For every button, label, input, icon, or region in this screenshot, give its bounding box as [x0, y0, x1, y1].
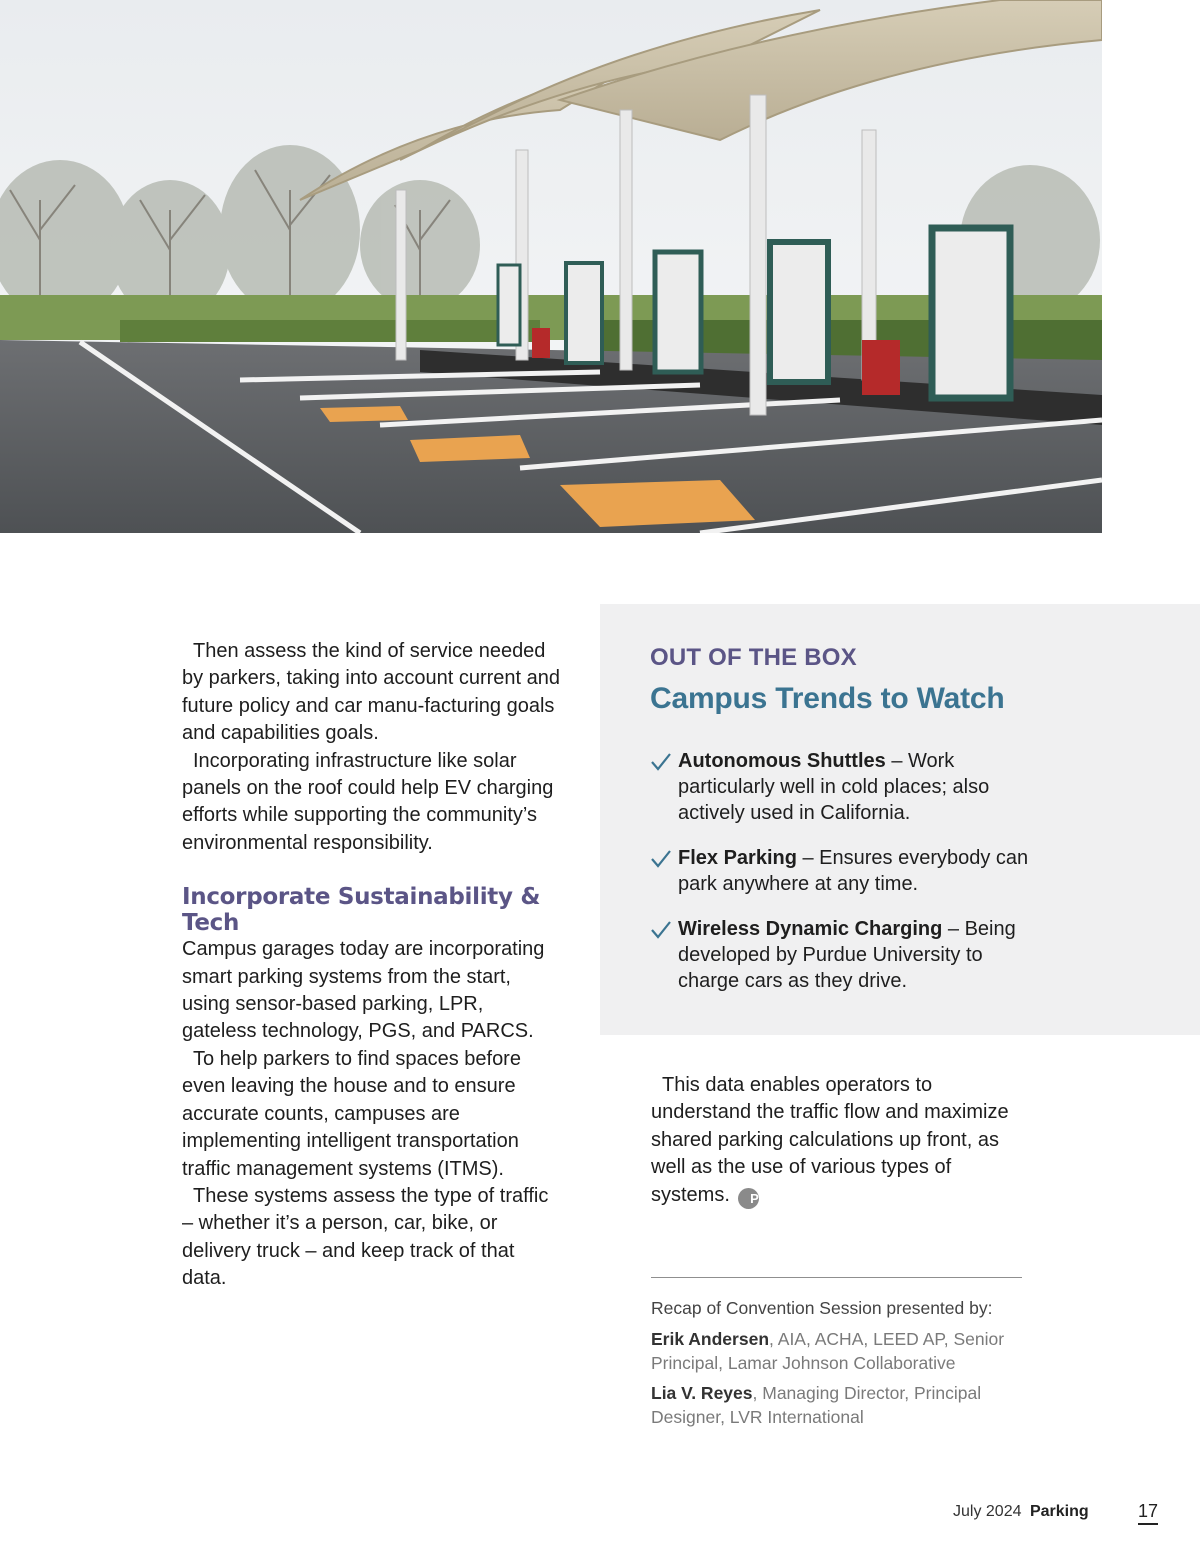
body-paragraph: These systems assess the type of traffic – whether it’s a person, car, bike, or delivery truck – and keep track of that data.	[182, 1184, 549, 1290]
closing-text: This data enables operators to understand the traffic flow and maximize shared parking calculations up front, as well as the use of various types of systems.	[651, 1074, 1009, 1206]
body-paragraph: Then assess the kind of service needed by parkers, taking into account current and future policy and car manu-facturing goals and capabilities goals.	[182, 640, 560, 745]
hero-photo	[0, 0, 1102, 533]
parking-end-mark-icon: P	[738, 1188, 759, 1209]
presenter-role: , Managing Director, Principal Designer, LVR International	[651, 1383, 982, 1427]
body-paragraph: To help parkers to find spaces before even leaving the house and to ensure accurate counts, campuses are implementing intelligent transportation traffic management systems (ITMS).	[182, 1047, 521, 1180]
body-paragraph: Incorporating infrastructure like solar panels on the roof could help EV charging efforts while supporting the community’s environmental responsibility.	[182, 749, 554, 854]
sidebar-box	[600, 604, 1200, 1035]
left-column	[182, 638, 562, 1293]
section-subheading: Incorporate Sustainability & Tech	[182, 884, 541, 937]
presenter-name: Lia V. Reyes	[651, 1383, 753, 1403]
trend-desc: – Work particularly well in cold places; also actively used in California.	[678, 750, 990, 824]
checkmark-icon	[650, 920, 672, 940]
page-footer	[953, 1503, 1089, 1521]
body-paragraph: Campus garages today are incorporating smart parking systems from the start, using sensor-based parking, LPR, gateless technology, PGS, and PARCS.	[182, 938, 545, 1043]
trend-term: Autonomous Shuttles	[678, 750, 886, 772]
list-item	[650, 916, 1030, 994]
credits-lead: Recap of Convention Session presented by:	[651, 1298, 993, 1318]
ev-charging-station-photo	[0, 0, 1102, 533]
list-item	[650, 748, 1030, 826]
presenter-role: , AIA, ACHA, LEED AP, Senior Principal, Lamar Johnson Collaborative	[651, 1329, 1005, 1373]
right-column	[651, 1072, 1021, 1209]
sidebar-title: Campus Trends to Watch	[650, 682, 1005, 715]
trend-desc: – Ensures everybody can park anywhere at any time.	[678, 847, 1029, 895]
magazine-name: Parking	[1029, 1503, 1089, 1520]
trend-term: Wireless Dynamic Charging	[678, 918, 943, 940]
presenter-name: Erik Andersen	[651, 1329, 770, 1349]
sidebar-kicker: OUT OF THE BOX	[650, 644, 857, 671]
trend-term: Flex Parking	[678, 847, 797, 869]
trend-list	[650, 748, 1030, 1013]
trend-desc: – Being developed by Purdue University to charge cars as they drive.	[678, 918, 1016, 992]
session-credits	[651, 1296, 1031, 1435]
list-item	[650, 845, 1030, 897]
divider	[651, 1277, 1022, 1278]
presenter	[651, 1327, 1031, 1375]
presenter	[651, 1381, 1031, 1429]
checkmark-icon	[650, 752, 672, 772]
page-number: 17	[1138, 1500, 1158, 1525]
body-paragraph	[651, 1072, 1021, 1209]
checkmark-icon	[650, 849, 672, 869]
issue-date: July 2024	[953, 1503, 1022, 1520]
